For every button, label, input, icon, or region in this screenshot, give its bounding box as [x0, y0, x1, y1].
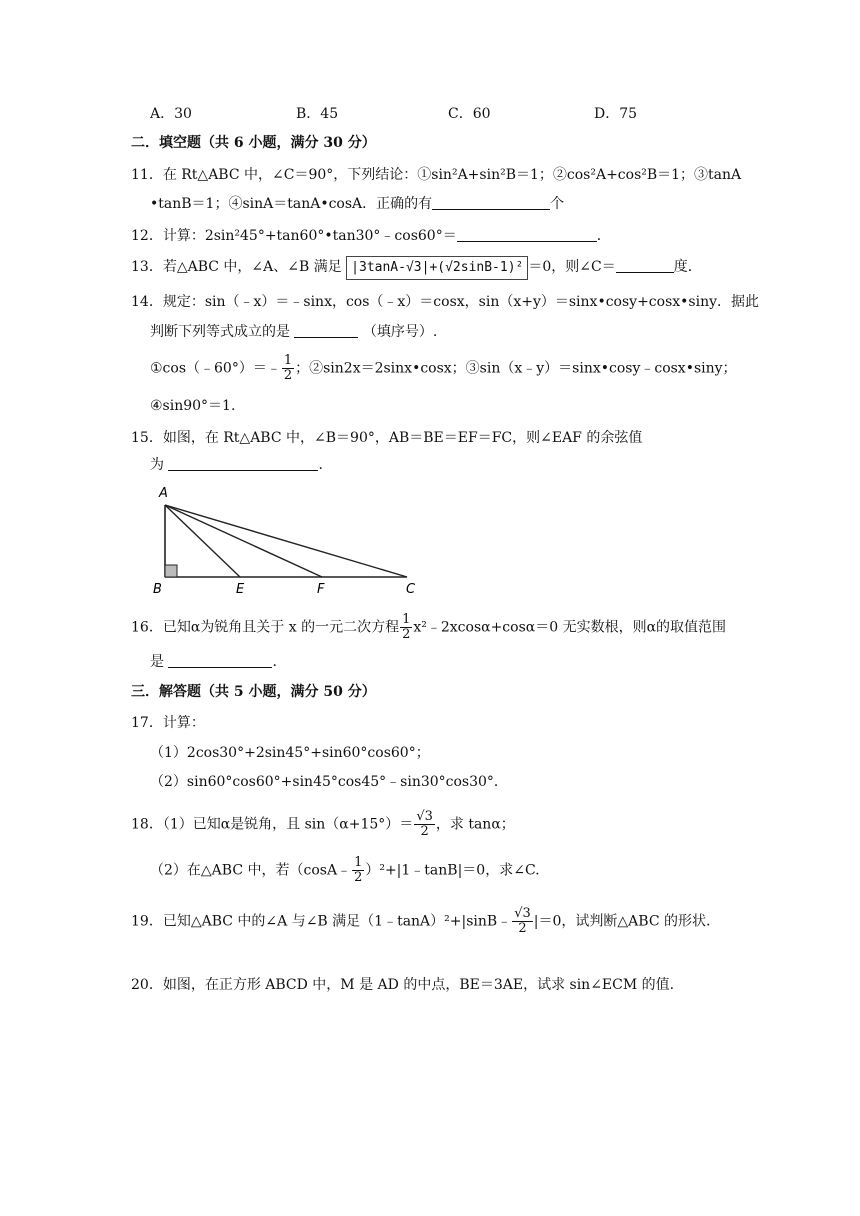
q16-frac-den: 2 [402, 627, 411, 642]
q19-b: |＝0，试判断△ABC 的形状. [533, 913, 711, 930]
label-e: E [236, 582, 245, 597]
q14-line3 [150, 354, 737, 383]
section-3-header: 三．解答题（共 5 小题，满分 50 分） [131, 684, 376, 700]
q16-line2-text: 是 [150, 654, 164, 670]
option-c: C．60 [448, 106, 491, 122]
q16-line1 [131, 613, 726, 642]
q16-line2 [150, 652, 277, 672]
q13-tail: 度． [673, 259, 702, 275]
q18-frac2-num: 1 [354, 855, 363, 870]
q13-mid: ＝0，则∠C＝ [528, 259, 616, 275]
q19-a: 19．已知△ABC 中的∠A 与∠B 满足（1﹣tanA）²+|sinB﹣ [131, 913, 512, 930]
q17-title: 17．计算： [131, 715, 205, 731]
q16-answer-blank[interactable] [168, 653, 272, 668]
q12-text: 12．计算：2sin²45°+tan60°•tan30°﹣cos60°＝ [131, 228, 457, 244]
q19-frac-num: √3 [514, 906, 531, 921]
q14-line3-b: ；②sin2x＝2sinx•cosx；③sin（x﹣y）＝sinx•cosy﹣cosx•siny； [295, 360, 737, 377]
label-c: C [406, 582, 416, 597]
q18-fraction-1 [414, 810, 435, 839]
q14-frac-num: 1 [283, 353, 293, 368]
q18-part1-b: ，求 tanα； [435, 816, 515, 833]
q16-frac-num: 1 [402, 612, 411, 627]
q11-line2 [150, 194, 564, 214]
q14-line2 [150, 322, 437, 342]
q11-line2-tail: 个 [550, 196, 565, 212]
q19-frac-den: 2 [518, 921, 527, 936]
q19-fraction [512, 907, 533, 936]
label-a: A [159, 486, 168, 501]
q18-part2-b: ）²+|1﹣tanB|＝0，求∠C. [365, 862, 540, 879]
q18-part1 [131, 810, 515, 839]
q18-frac1-den: 2 [420, 824, 429, 839]
q19 [131, 907, 710, 936]
q15-line2 [150, 455, 323, 475]
q16-line2-tail: . [272, 654, 277, 670]
q14-line1: 14．规定：sin（﹣x）＝﹣sinx，cos（﹣x）＝cosx，sin（x+y）＝sinx•cosy+cosx•siny．据此 [131, 294, 759, 310]
option-a: A．30 [150, 106, 192, 122]
option-d: D．75 [594, 106, 638, 122]
segment-af [165, 505, 322, 577]
q15-line2-text: 为 [150, 457, 164, 473]
q14-answer-blank[interactable] [294, 323, 358, 338]
option-b: B．45 [296, 106, 339, 122]
q13 [131, 256, 702, 280]
q16-line1-a: 16．已知α为锐角且关于 x 的一元二次方程 [131, 619, 400, 636]
right-angle-mark [165, 565, 177, 577]
q20: 20．如图，在正方形 ABCD 中，M 是 AD 的中点，BE＝3AE，试求 sin∠ECM 的值. [131, 977, 675, 993]
q18-part1-a: 18．（1）已知α是锐角，且 sin（α+15°）＝ [131, 816, 414, 833]
q18-fraction-2 [352, 856, 364, 885]
q12-answer-blank[interactable] [457, 227, 597, 242]
label-b: B [153, 582, 162, 597]
q14-frac-den: 2 [283, 368, 293, 383]
q15-line2-tail: . [318, 457, 323, 473]
q18-frac2-den: 2 [354, 870, 363, 885]
q15-answer-blank[interactable] [168, 456, 318, 471]
label-f: F [317, 582, 325, 597]
q18-part2 [150, 856, 540, 885]
q18-part2-a: （2）在△ABC 中，若（cosA﹣ [150, 862, 352, 879]
section-2-header: 二．填空题（共 6 小题，满分 30 分） [131, 135, 376, 151]
q11-answer-blank[interactable] [432, 195, 550, 210]
q14-line4: ④sin90°＝1. [150, 398, 236, 414]
q17-part1: （1）2cos30°+2sin45°+sin60°cos60°； [150, 745, 430, 761]
q12-tail: ． [596, 228, 611, 244]
q13-answer-blank[interactable] [616, 258, 674, 273]
q11-line2-text: •tanB＝1；④sinA＝tanA•cosA．正确的有 [150, 196, 433, 212]
q16-fraction [400, 613, 412, 642]
q18-frac1-num: √3 [416, 809, 433, 824]
q14-fraction [282, 354, 294, 383]
q14-line3-a: ①cos（﹣60°）＝﹣ [150, 360, 281, 377]
q13-formula-image: |3tanA-√3|+(√2sinB-1)² [346, 256, 528, 280]
segment-ac [165, 505, 407, 577]
q13-text: 13．若△ABC 中，∠A、∠B 满足 [131, 259, 342, 275]
q14-line2-tail: （填序号）. [362, 324, 438, 340]
q17-part2: （2）sin60°cos60°+sin45°cos45°﹣sin30°cos30°． [150, 774, 508, 790]
q12 [131, 226, 611, 246]
q11-line1: 11．在 Rt△ABC 中，∠C＝90°，下列结论：①sin²A+sin²B＝1；②cos²A+cos²B＝1；③tanA [131, 167, 742, 183]
triangle-figure [145, 483, 435, 599]
q16-line1-b: x²﹣2xcosα+cosα＝0 无实数根，则α的取值范围 [413, 619, 727, 636]
q15-line1: 15．如图，在 Rt△ABC 中，∠B＝90°，AB＝BE＝EF＝FC，则∠EAF 的余弦值 [131, 430, 643, 446]
q14-line2-text: 判断下列等式成立的是 [150, 324, 290, 340]
